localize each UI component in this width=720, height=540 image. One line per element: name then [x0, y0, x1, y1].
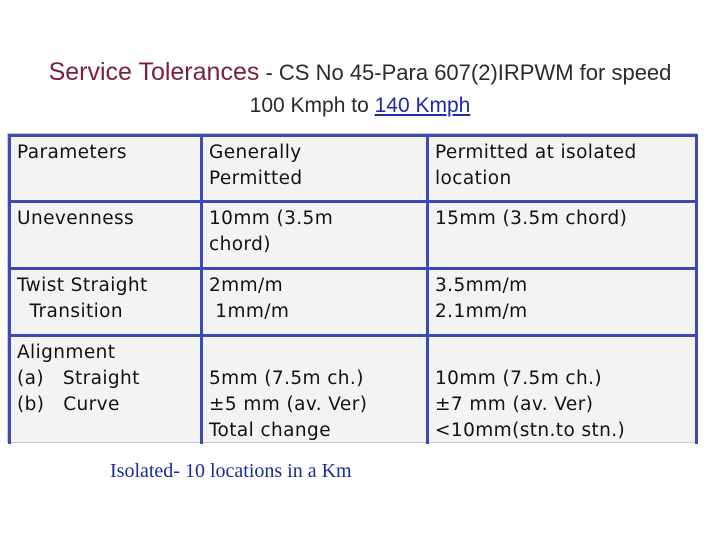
slide-title — [0, 58, 720, 87]
speed-link[interactable]: 140 Kmph — [374, 94, 471, 117]
cell-parameter: Twist Straight Transition — [8, 270, 203, 337]
title-suffix: - CS No 45-Para 607(2)IRPWM for speed — [259, 60, 672, 85]
header-generally-permitted: Generally Permitted — [203, 134, 429, 203]
table-header-row — [8, 134, 698, 203]
tolerance-table — [8, 134, 698, 444]
header-permitted-isolated: Permitted at isolated location — [429, 134, 698, 203]
cell-generally-permitted: 10mm (3.5m chord) — [203, 203, 429, 270]
subtitle-prefix: 100 Kmph to — [249, 94, 375, 117]
cell-permitted-isolated: 15mm (3.5m chord) — [429, 203, 698, 270]
cell-parameter: Alignment (a) Straight (b) Curve — [8, 337, 203, 444]
cell-permitted-isolated: 3.5mm/m 2.1mm/m — [429, 270, 698, 337]
tolerance-table-container — [7, 133, 697, 443]
table-row — [8, 203, 698, 270]
table-row — [8, 270, 698, 337]
header-parameters: Parameters — [8, 134, 203, 203]
slide-subtitle — [0, 94, 720, 118]
cell-parameter: Unevenness — [8, 203, 203, 270]
cell-generally-permitted: 5mm (7.5m ch.) ±5 mm (av. Ver) Total change — [203, 337, 429, 444]
table-row — [8, 337, 698, 444]
title-main: Service Tolerances — [48, 58, 260, 86]
footer-note: Isolated- 10 locations in a Km — [110, 460, 352, 482]
cell-permitted-isolated: 10mm (7.5m ch.) ±7 mm (av. Ver) <10mm(stn.to stn.) — [429, 337, 698, 444]
cell-generally-permitted: 2mm/m 1mm/m — [203, 270, 429, 337]
